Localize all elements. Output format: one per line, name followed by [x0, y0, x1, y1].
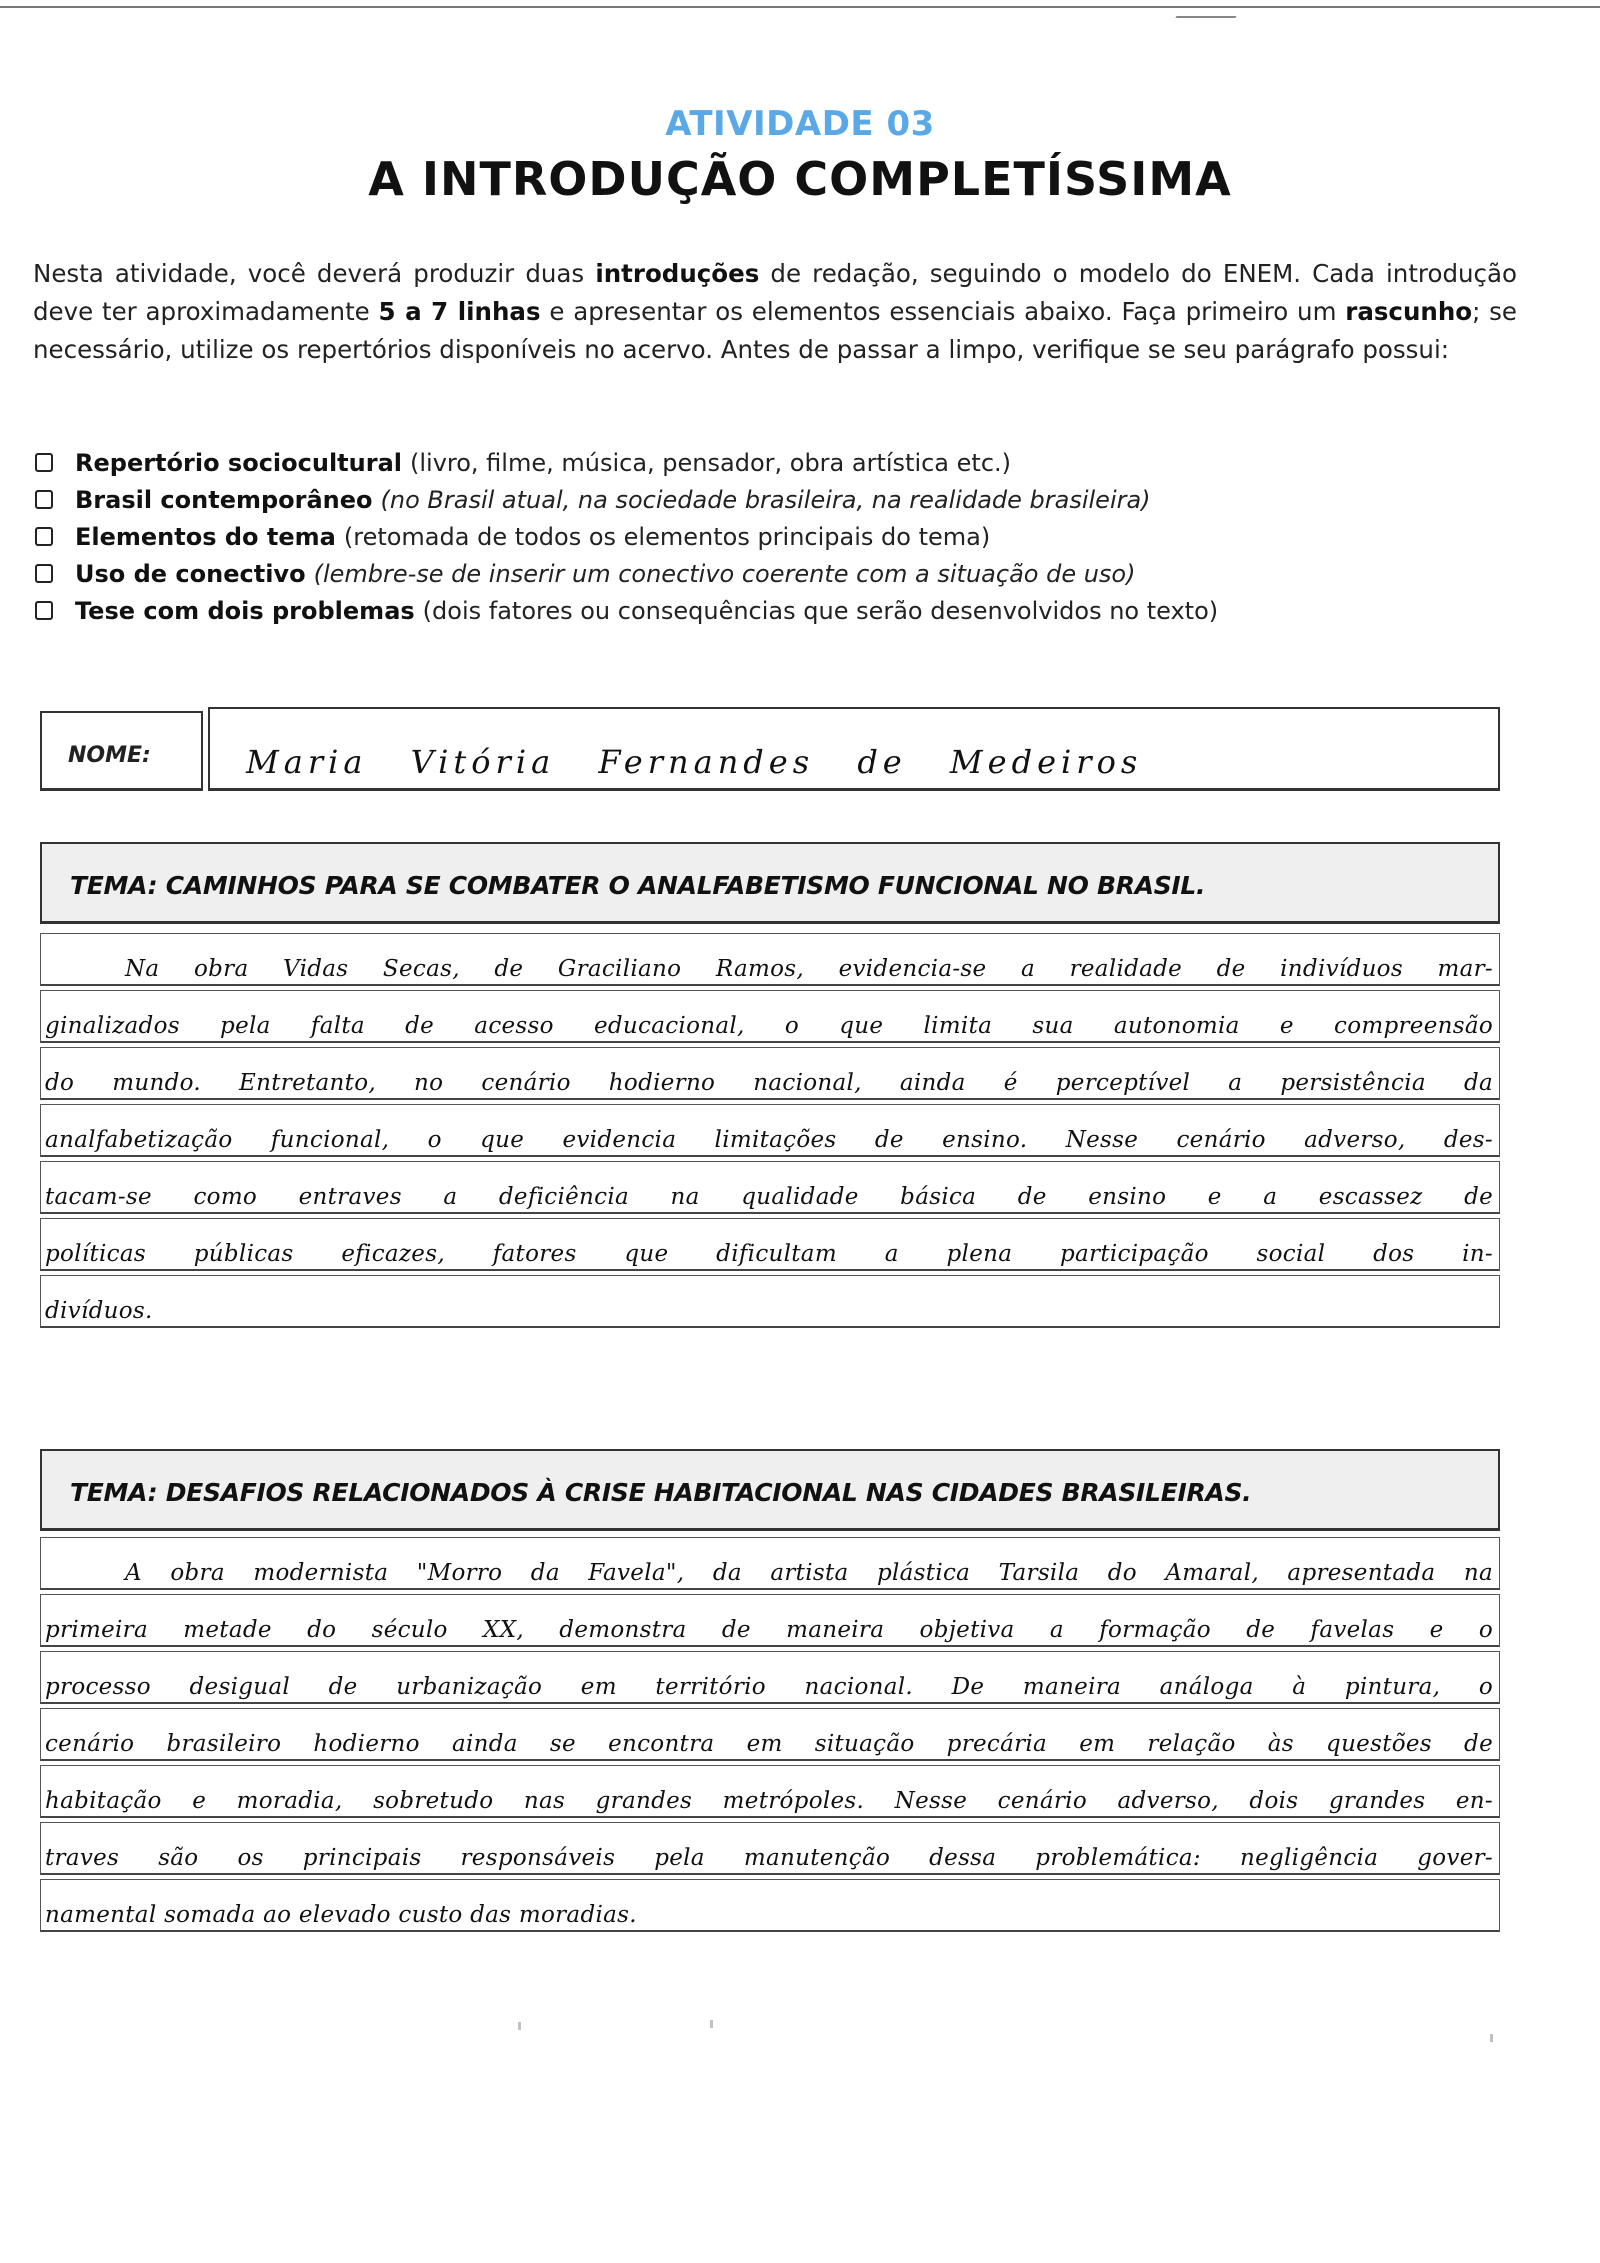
writing-line[interactable]: [40, 1594, 1500, 1647]
handwritten-text: A obra modernista "Morro da Favela", da artista plástica Tarsila do Amaral, apresentada na: [125, 1560, 1493, 1586]
name-label: NOME:: [68, 743, 151, 768]
handwritten-text: do mundo. Entretanto, no cenário hodierno nacional, ainda é perceptível a persistência da: [45, 1070, 1493, 1096]
instructions-emphasis: 5 a 7 linhas: [378, 297, 541, 326]
handwritten-text: ginalizados pela falta de acesso educacional, o que limita sua autonomia e compreensão: [45, 1013, 1493, 1039]
page-title: A INTRODUÇÃO COMPLETÍSSIMA: [368, 152, 1232, 206]
handwritten-text: processo desigual de urbanização em território nacional. De maneira análoga à pintura, o: [45, 1674, 1493, 1700]
handwritten-text: políticas públicas eficazes, fatores que dificultam a plena participação social dos in-: [45, 1241, 1493, 1267]
theme-title: TEMA: DESAFIOS RELACIONADOS À CRISE HABITACIONAL NAS CIDADES BRASILEIRAS.: [70, 1478, 1252, 1507]
handwritten-text: namental somada ao elevado custo das moradias.: [45, 1902, 637, 1928]
instructions-text: e apresentar os elementos essenciais abaixo. Faça primeiro um: [540, 297, 1346, 326]
name-label-cell: [40, 711, 203, 791]
name-value-handwritten: Maria Vitória Fernandes de Medeiros: [246, 743, 1143, 781]
checklist-item: [35, 481, 1535, 518]
checklist-label: Tese com dois problemas: [75, 596, 415, 625]
handwritten-text: divíduos.: [45, 1298, 153, 1324]
scan-speck: [1490, 2034, 1493, 2042]
checklist-detail: (dois fatores ou consequências que serão desenvolvidos no texto): [422, 596, 1219, 625]
writing-line[interactable]: [40, 990, 1500, 1043]
checklist-detail: (lembre-se de inserir um conectivo coerente com a situação de uso): [313, 559, 1136, 588]
handwritten-text: tacam-se como entraves a deficiência na qualidade básica de ensino e a escassez de: [45, 1184, 1493, 1210]
checklist-detail: (no Brasil atual, na sociedade brasileira, na realidade brasileira): [380, 485, 1151, 514]
writing-line[interactable]: [40, 1218, 1500, 1271]
theme-title: TEMA: CAMINHOS PARA SE COMBATER O ANALFABETISMO FUNCIONAL NO BRASIL.: [70, 871, 1206, 900]
writing-area-1[interactable]: [40, 933, 1500, 1332]
instructions-paragraph: [33, 255, 1517, 369]
handwritten-text: habitação e moradia, sobretudo nas grandes metrópoles. Nesse cenário adverso, dois grandes en-: [45, 1788, 1493, 1814]
checklist-label: Brasil contemporâneo: [75, 485, 373, 514]
scan-speck: [518, 2022, 521, 2030]
writing-line[interactable]: [40, 1275, 1500, 1328]
name-section: [40, 707, 1500, 791]
writing-area-2[interactable]: [40, 1537, 1500, 1936]
handwritten-text: analfabetização funcional, o que evidencia limitações de ensino. Nesse cenário adverso, des-: [45, 1127, 1493, 1153]
checkbox-icon[interactable]: [35, 527, 53, 546]
activity-number: ATIVIDADE 03: [665, 104, 935, 144]
checklist-label: Uso de conectivo: [75, 559, 306, 588]
checklist-detail: (retomada de todos os elementos principais do tema): [343, 522, 991, 551]
checkbox-icon[interactable]: [35, 601, 53, 620]
theme-header-1: [40, 842, 1500, 924]
handwritten-text: traves são os principais responsáveis pela manutenção dessa problemática: negligência gover-: [45, 1845, 1493, 1871]
name-field[interactable]: [208, 707, 1500, 791]
instructions-text: Nesta atividade, você deverá produzir duas: [33, 259, 596, 288]
checkbox-icon[interactable]: [35, 490, 53, 509]
checklist-detail: (livro, filme, música, pensador, obra artística etc.): [410, 448, 1012, 477]
handwritten-text: primeira metade do século XX, demonstra de maneira objetiva a formação de favelas e o: [45, 1617, 1493, 1643]
checkbox-icon[interactable]: [35, 564, 53, 583]
writing-line[interactable]: [40, 1651, 1500, 1704]
writing-line[interactable]: [40, 1822, 1500, 1875]
handwritten-text: cenário brasileiro hodierno ainda se encontra em situação precária em relação às questões de: [45, 1731, 1493, 1757]
checklist-item: [35, 555, 1535, 592]
instructions-emphasis: introduções: [595, 259, 760, 288]
handwritten-text: Na obra Vidas Secas, de Graciliano Ramos, evidencia-se a realidade de indivíduos mar-: [125, 956, 1493, 982]
instructions-text: de redação, seguindo o modelo do ENEM. Cada introdução deve ter aproximadamente: [33, 259, 1517, 326]
writing-line[interactable]: [40, 1708, 1500, 1761]
writing-line[interactable]: [40, 1765, 1500, 1818]
writing-line[interactable]: [40, 1537, 1500, 1590]
checklist-item: [35, 444, 1535, 481]
scan-speck: [710, 2020, 713, 2028]
instructions-emphasis: rascunho: [1345, 297, 1473, 326]
instructions-text: ; se necessário, utilize os repertórios disponíveis no acervo. Antes de passar a limpo, verifique se seu parágrafo possui:: [33, 297, 1518, 364]
checkbox-icon[interactable]: [35, 453, 53, 472]
writing-line[interactable]: [40, 1879, 1500, 1932]
checklist-item: [35, 518, 1535, 555]
scan-top-notch: [1175, 2, 1244, 18]
checklist-label: Elementos do tema: [75, 522, 336, 551]
writing-line[interactable]: [40, 1104, 1500, 1157]
writing-line[interactable]: [40, 1047, 1500, 1100]
writing-line[interactable]: [40, 933, 1500, 986]
scan-top-edge: [0, 6, 1600, 8]
checklist-label: Repertório sociocultural: [75, 448, 402, 477]
checklist: [35, 444, 1535, 629]
theme-header-2: [40, 1449, 1500, 1531]
writing-line[interactable]: [40, 1161, 1500, 1214]
checklist-item: [35, 592, 1535, 629]
